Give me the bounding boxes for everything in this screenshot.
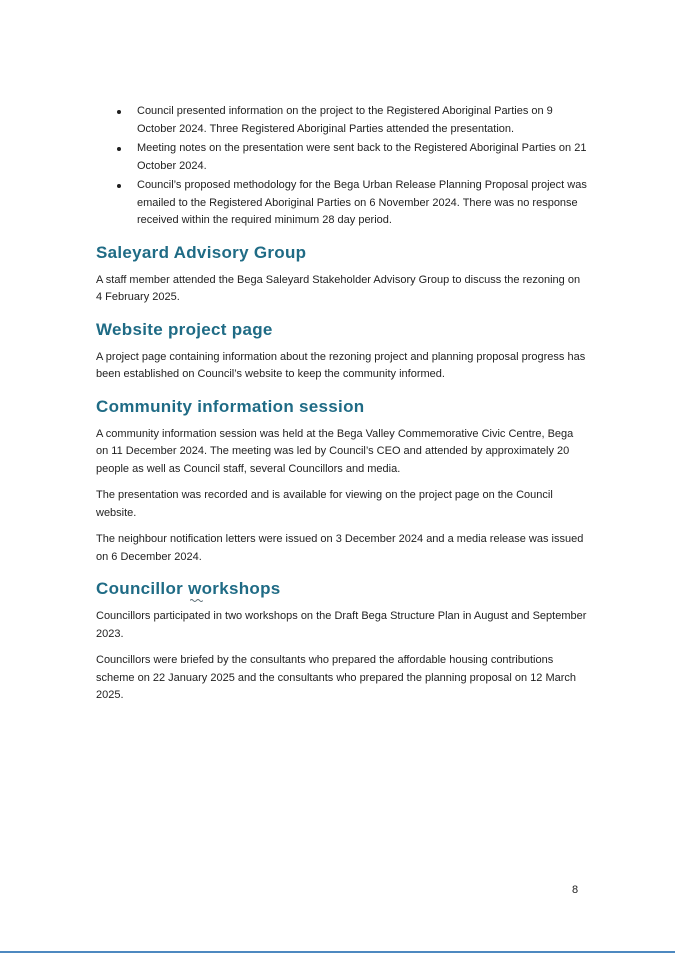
- paragraph: Councillors participated in two workshops on the Draft Bega Structure Plan in August and September 2023.: [96, 610, 587, 640]
- section-saleyard-advisory-group: [96, 243, 588, 307]
- paragraph: The presentation was recorded and is available for viewing on the project page on the Council website.: [96, 489, 553, 519]
- bullet-icon: [117, 184, 121, 188]
- list-item: [96, 177, 588, 230]
- spellcheck-squiggle-icon: [190, 597, 203, 602]
- paragraph: Councillors were briefed by the consultants who prepared the affordable housing contributions scheme on 22 January 2025 and the consultants who prepared the planning proposal on 12 March 2025.: [96, 654, 577, 701]
- section-heading: Saleyard Advisory Group: [96, 242, 307, 262]
- section-councillor-workshops: [96, 579, 588, 705]
- paragraph: A staff member attended the Bega Saleyard Stakeholder Advisory Group to discuss the rezoning on 4 February 2025.: [96, 273, 581, 303]
- paragraph: The neighbour notification letters were issued on 3 December 2024 and a media release was issued on 6 December 2024.: [96, 533, 584, 563]
- section-website-project-page: [96, 320, 588, 384]
- list-item: [96, 140, 588, 175]
- page-content: [96, 103, 588, 714]
- list-item-text: Council’s proposed methodology for the Bega Urban Release Planning Proposal project was emailed to the Registered Aboriginal Parties on 6 November 2024. There was no response received within the required minimum 28 day period.: [137, 179, 587, 226]
- bullet-icon: [117, 147, 121, 151]
- section-heading-text: Councillor workshops: [96, 579, 281, 598]
- paragraph: A community information session was held at the Bega Valley Commemorative Civic Centre, Bega on 11 December 2024. The meeting was led by Council’s CEO and attended by approximately 20 people as well as Council staff, several Councillors and media.: [96, 427, 574, 475]
- section-heading: Website project page: [96, 319, 273, 339]
- section-community-information-session: [96, 397, 588, 567]
- section-heading: Community information session: [96, 396, 365, 416]
- paragraph: A project page containing information about the rezoning project and planning proposal progress has been established on Council’s website to keep the community informed.: [96, 350, 586, 380]
- page-number: 8: [571, 884, 579, 896]
- bullet-list: [96, 103, 588, 230]
- list-item-text: Meeting notes on the presentation were sent back to the Registered Aboriginal Parties on 21 October 2024.: [137, 142, 587, 172]
- section-heading: [96, 579, 588, 599]
- list-item-text: Council presented information on the project to the Registered Aboriginal Parties on 9 October 2024. Three Registered Aboriginal Parties attended the presentation.: [137, 105, 553, 135]
- bullet-icon: [117, 110, 121, 114]
- list-item: [96, 103, 588, 138]
